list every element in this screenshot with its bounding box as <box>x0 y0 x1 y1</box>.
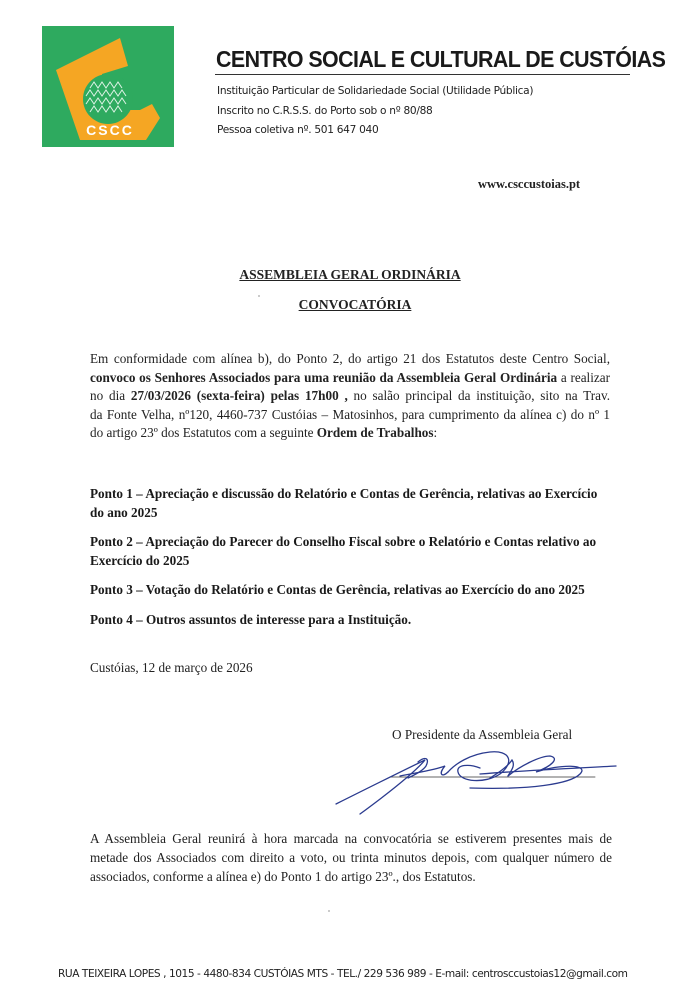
agenda-item: Ponto 3 – Votação do Relatório e Contas de Gerência, relativas ao Exercício do ano 2025 <box>90 582 585 598</box>
org-info-line: Instituição Particular de Solidariedade Social (Utilidade Pública) <box>217 85 534 97</box>
intro-paragraph <box>90 350 610 443</box>
organization-name: CENTRO SOCIAL E CULTURAL DE CUSTÓIAS <box>216 46 666 72</box>
organization-info <box>217 82 533 141</box>
logo-text: CSCC <box>86 122 134 138</box>
document-subheading: CONVOCATÓRIA <box>298 297 412 312</box>
date-line: Custóias, 12 de março de 2026 <box>90 660 253 675</box>
agenda-item: Ponto 4 – Outros assuntos de interesse para a Instituição. <box>90 611 412 627</box>
intro-line: do artigo 23º dos Estatutos com a seguinte Ordem de Trabalhos: <box>90 425 438 441</box>
cscc-logo <box>42 26 174 147</box>
agenda-list <box>90 485 612 641</box>
scan-speck <box>328 910 330 912</box>
org-info-line: Inscrito no C.R.S.S. do Porto sob o nº 80/88 <box>217 104 433 117</box>
meeting-datetime: 27/03/2026 (sexta-feira) pelas 17h00 , <box>130 388 348 404</box>
intro-line: Em conformidade com alínea b), do Ponto 2, do artigo 21 dos Estatutos deste Centro Social, <box>90 351 610 366</box>
intro-line: da Fonte Velha, nº120, 4460-737 Custóias – Matosinhos, para cumprimento da alínea c) do nº 1 <box>90 406 610 422</box>
closing-paragraph <box>90 830 612 886</box>
document-heading: ASSEMBLEIA GERAL ORDINÁRIA <box>239 267 461 282</box>
closing-line: associados, conforme a alínea e) do Ponto 1 do artigo 23º., dos Estatutos. <box>90 868 476 884</box>
agenda-item: Ponto 1 – Apreciação e discussão do Relatório e Contas de Gerência, relativas ao Exercício do ano 2025 <box>90 486 598 520</box>
intro-line: convoco os Senhores Associados para uma reunião da Assembleia Geral Ordinária a realizar <box>90 369 610 385</box>
agenda-item: Ponto 2 – Apreciação do Parecer do Conselho Fiscal sobre o Relatório e Contas relativo ao Exercício do 2025 <box>90 534 597 568</box>
org-info-line: Pessoa coletiva nº. 501 647 040 <box>217 124 379 136</box>
closing-line: metade dos Associados com direito a voto, ou trinta minutos depois, com qualquer número de <box>90 849 612 865</box>
header-rule <box>215 74 630 75</box>
website-link[interactable]: www.csccustoias.pt <box>478 177 581 191</box>
signature-icon <box>330 742 620 822</box>
footer-address: RUA TEIXEIRA LOPES , 1015 - 4480-834 CUSTÓIAS MTS - TEL./ 229 536 989 - E-mail: centrosccustoias12@gmail.com <box>58 968 628 980</box>
intro-line: no dia 27/03/2026 (sexta-feira) pelas 17h00 , no salão principal da instituição, sito na Trav. <box>90 388 610 404</box>
closing-line: A Assembleia Geral reunirá à hora marcada na convocatória se estiverem presentes mais de <box>90 831 612 846</box>
signer-title: O Presidente da Assembleia Geral <box>392 727 573 742</box>
